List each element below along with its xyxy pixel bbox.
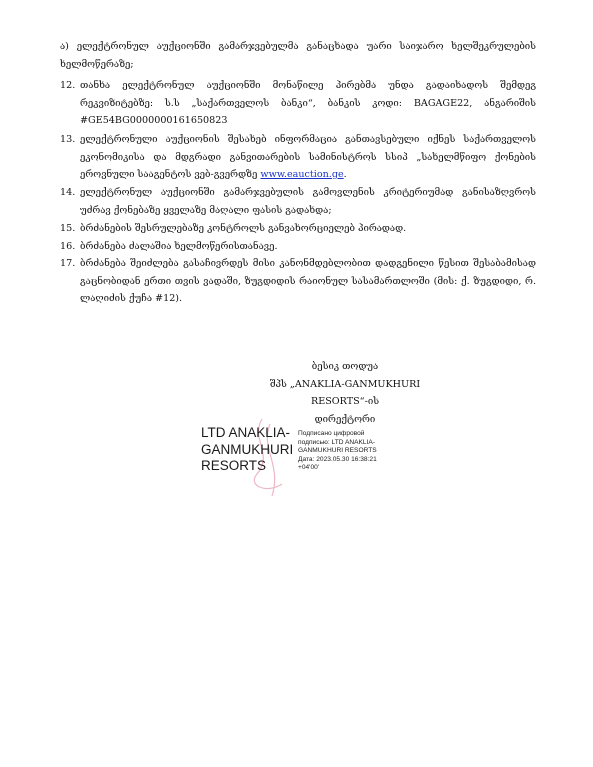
clause-16 [60,238,536,256]
clause-12 [60,77,536,130]
clause-14 [60,184,536,219]
clause-17 [60,255,536,308]
clause-15-text: ბრძანების შესრულებაზე კონტროლს განვახორციელებ პირადად. [80,223,407,234]
signatory-role: დირექტორი [314,413,376,425]
clause-13-text [80,131,536,184]
clause-13-text-main: ელექტრონული აუქციონის შესახებ ინფორმაცია განთავსებული იქნეს საქართველოს ეკონომიკისა და მდგრადი განვითარების სამინისტროს სსიპ „სახელმწიფო ქონების ეროვნული სააგენტოს ვებ-გვერდზე [80,134,536,180]
company-seal [201,425,296,485]
seal-line-1: LTD ANAKLIA- [201,425,291,440]
clause-13-number: 13. [60,134,76,145]
clause-14-text: ელექტრონულ აუქციონში გამარჯვებულის გამოვლენის კრიტერიუმად განისაზღვროს უძრავ ქონებაზე ყველაზე მაღალი ფასის გადახდა; [80,187,536,216]
signatory-org: შპს „ANAKLIA-GANMUKHURI RESORTS“-ის [269,378,421,407]
clause-13-text-end: . [343,169,347,180]
clause-17-number: 17. [60,258,76,269]
digisig-line-1: Подписано цифровой [298,430,365,437]
clause-12-text: თანხა ელექტრონულ აუქციონში მონაწილე პირებმა უნდა გადაიხადოს შემდეგ რეკვიზიტებზე: ს.ს „საქართველოს ბანკი“, ბანკის კოდი: BAGAGE22, ანგარიშის #GE54BG0000000161650823 [80,80,536,126]
clause-13 [60,131,536,184]
clause-15 [60,220,536,238]
clause-17-text: ბრძანება შეიძლება გასაჩივრდეს მისი კანონმდებლობით დადგენილი წესით შესაბამისად გაცნობიდან ერთი თვის ვადაში, ზუგდიდის რაიონულ სასამართლოში (მის: ქ. ზუგდიდი, რ. ლაღიძის ქუჩა #12). [80,258,536,304]
digisig-line-3: GANMUKHURI RESORTS [298,447,377,455]
digital-signature [298,430,408,473]
digisig-line-2: подписью: LTD ANAKLIA- [298,438,376,446]
signatory-name: ბესიკ თოდუა [311,361,379,372]
clause-16-text: ბრძანება ძალაშია ხელმოწერისთანავე. [80,241,278,252]
clause-a [60,38,536,73]
clause-15-number: 15. [60,223,76,234]
clause-a-text: ა) ელექტრონულ აუქციონში გამარჯვებულმა განაცხადა უარი საიჯარო ხელშეკრულების ხელმოწერაზე; [60,41,536,70]
clause-14-number: 14. [60,187,76,198]
seal-line-3: RESORTS [201,458,267,473]
eauction-link[interactable]: www.eauction.ge [260,169,344,180]
clause-12-number: 12. [60,80,76,91]
digisig-line-4: Дата: 2023.05.30 16:38:21 [298,455,377,463]
seal-line-2: GANMUKHURI [201,441,294,457]
digisig-line-5: +04'00' [298,464,320,472]
clause-16-number: 16. [60,241,76,252]
